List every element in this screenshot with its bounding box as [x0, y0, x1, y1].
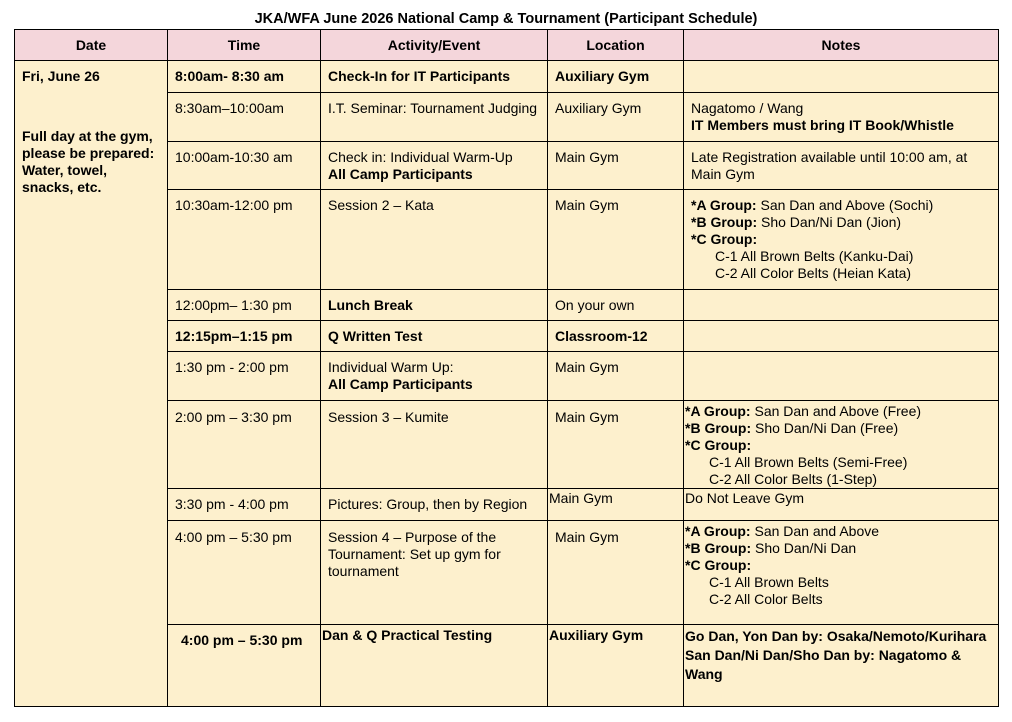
group-label: *B Group:: [685, 540, 752, 556]
table-row: [15, 61, 999, 93]
group-c2-line: C-2 All Color Belts: [709, 591, 823, 607]
group-b-line: [685, 420, 997, 437]
date-note-line: Water, towel,: [22, 162, 108, 178]
page-title: JKA/WFA June 2026 National Camp & Tournament (Participant Schedule): [254, 11, 758, 27]
time-cell: 10:00am-10:30 am: [175, 149, 293, 165]
group-c1-line: C-1 All Brown Belts (Semi-Free): [709, 454, 908, 470]
activity-cell: Session 4 – Purpose of the Tournament: Set up gym for tournament: [328, 529, 501, 579]
activity-cell: [321, 142, 547, 183]
header-activity: Activity/Event: [321, 30, 548, 61]
activity-cell: [321, 352, 547, 393]
group-label: *A Group:: [685, 403, 751, 419]
group-text: San Dan and Above (Free): [750, 403, 922, 419]
date-note-line: please be prepared:: [22, 145, 155, 161]
header-notes: Notes: [684, 30, 999, 61]
time-cell: 12:15pm–1:15 pm: [175, 328, 293, 344]
time-cell: 12:00pm– 1:30 pm: [175, 297, 292, 313]
group-a-line: [685, 523, 997, 540]
note-line: IT Members must bring IT Book/Whistle: [691, 117, 954, 133]
group-c2-line: C-2 All Color Belts (1-Step): [709, 471, 878, 487]
activity-line: All Camp Participants: [328, 166, 473, 182]
group-c-label: *C Group:: [685, 557, 752, 573]
group-text: San Dan and Above: [750, 523, 880, 539]
time-cell: 3:30 pm - 4:00 pm: [175, 496, 289, 512]
location-cell: Auxiliary Gym: [555, 100, 642, 116]
date-note-line: snacks, etc.: [22, 179, 102, 195]
location-cell: Classroom-12: [555, 328, 648, 344]
notes-cell: [684, 190, 998, 282]
activity-cell: I.T. Seminar: Tournament Judging: [328, 100, 538, 116]
location-cell: Main Gym: [555, 359, 619, 375]
time-cell: 8:30am–10:00am: [175, 100, 284, 116]
activity-cell: Q Written Test: [328, 328, 423, 344]
time-cell: 10:30am-12:00 pm: [175, 197, 293, 213]
group-c2-line: C-2 All Color Belts (Heian Kata): [715, 265, 912, 281]
time-cell: 8:00am- 8:30 am: [175, 68, 284, 84]
group-label: *B Group:: [685, 420, 752, 436]
group-label: *A Group:: [691, 197, 757, 213]
group-a-line: [691, 197, 991, 214]
header-date: Date: [15, 30, 168, 61]
time-cell: 4:00 pm – 5:30 pm: [181, 632, 303, 648]
time-cell: 4:00 pm – 5:30 pm: [175, 529, 292, 545]
group-text: San Dan and Above (Sochi): [756, 197, 934, 213]
group-text: Sho Dan/Ni Dan (Free): [751, 420, 899, 436]
notes-cell: [684, 93, 998, 134]
notes-cell: [684, 321, 999, 352]
notes-cell: [684, 61, 999, 93]
time-cell: 1:30 pm - 2:00 pm: [175, 359, 289, 375]
location-cell: Main Gym: [555, 149, 619, 165]
location-cell: Main Gym: [549, 490, 613, 506]
time-cell: 2:00 pm – 3:30 pm: [175, 409, 292, 425]
notes-cell: [684, 521, 998, 608]
activity-cell: Session 2 – Kata: [328, 197, 434, 213]
header-row: [15, 30, 999, 61]
date-day: Fri, June 26: [22, 68, 100, 84]
group-label: *B Group:: [691, 214, 758, 230]
group-text: Sho Dan/Ni Dan: [751, 540, 857, 556]
date-notes: [15, 85, 167, 196]
date-note-line: Full day at the gym,: [22, 128, 153, 144]
activity-line: All Camp Participants: [328, 376, 473, 392]
activity-cell: Check-In for IT Participants: [328, 68, 511, 84]
group-c1-line: C-1 All Brown Belts (Kanku-Dai): [715, 248, 914, 264]
group-text: Sho Dan/Ni Dan (Jion): [757, 214, 902, 230]
schedule-table: [14, 29, 999, 707]
group-c-label: *C Group:: [691, 231, 758, 247]
location-cell: Auxiliary Gym: [549, 627, 644, 643]
header-location: Location: [548, 30, 684, 61]
group-c1-line: C-1 All Brown Belts: [709, 574, 829, 590]
notes-cell: Late Registration available until 10:00 am, at Main Gym: [691, 149, 968, 182]
group-a-line: [685, 403, 997, 420]
activity-cell: Session 3 – Kumite: [328, 409, 449, 425]
note-line: Nagatomo / Wang: [691, 100, 804, 116]
location-cell: On your own: [555, 297, 635, 313]
group-b-line: [685, 540, 997, 557]
notes-cell: [684, 352, 999, 401]
location-cell: Main Gym: [555, 529, 619, 545]
activity-line: Individual Warm Up:: [328, 359, 454, 375]
location-cell: Main Gym: [555, 197, 619, 213]
notes-cell: Do Not Leave Gym: [685, 490, 805, 506]
header-time: Time: [168, 30, 321, 61]
activity-cell: Dan & Q Practical Testing: [322, 627, 493, 643]
activity-cell: Pictures: Group, then by Region: [328, 496, 528, 512]
notes-cell: [684, 290, 999, 321]
location-cell: Main Gym: [555, 409, 619, 425]
notes-cell: [684, 401, 998, 488]
notes-cell: Go Dan, Yon Dan by: Osaka/Nemoto/Kurihara San Dan/Ni Dan/Sho Dan by: Nagatomo & Wang: [685, 628, 987, 682]
location-cell: Auxiliary Gym: [555, 68, 650, 84]
activity-line: Check in: Individual Warm-Up: [328, 149, 513, 165]
date-cell: [15, 61, 168, 707]
group-b-line: [691, 214, 991, 231]
group-c-label: *C Group:: [685, 437, 752, 453]
group-label: *A Group:: [685, 523, 751, 539]
activity-cell: Lunch Break: [328, 297, 413, 313]
